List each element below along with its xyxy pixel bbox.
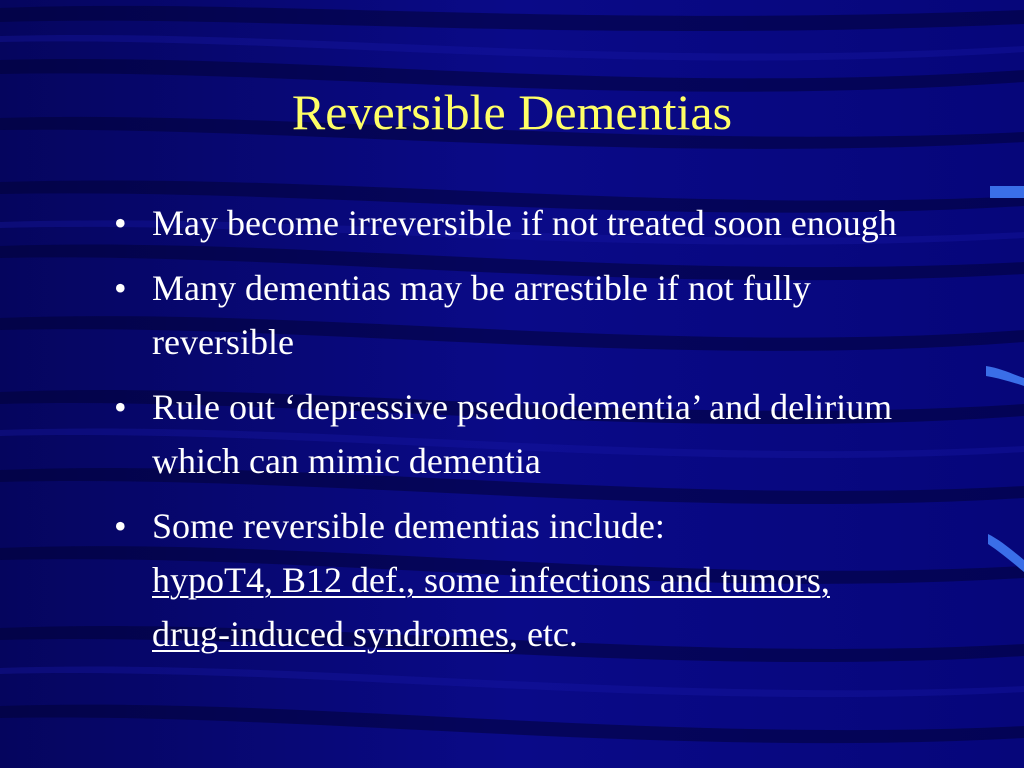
bullet-icon: • <box>114 387 127 427</box>
bullet-text: Many dementias may be arrestible if not fully reversible <box>152 268 811 362</box>
bullet-item <box>108 499 908 661</box>
bullet-icon: • <box>114 203 127 243</box>
bullet-list <box>108 196 908 672</box>
bullet-icon: • <box>114 268 127 308</box>
bullet-text-lead: Some reversible dementias include: <box>152 506 665 546</box>
slide-title: Reversible Dementias <box>291 84 733 140</box>
bullet-icon: • <box>114 506 127 546</box>
bullet-text: Rule out ‘depressive pseduodementia’ and delirium which can mimic dementia <box>152 387 893 481</box>
bullet-text-tail: , etc. <box>508 614 578 654</box>
bullet-text: May become irreversible if not treated soon enough <box>152 203 897 243</box>
bullet-item <box>108 380 908 488</box>
bullet-text-underlined: hypoT4, B12 def., some infections and tumors, drug-induced syndromes <box>152 560 830 654</box>
bullet-item <box>108 196 908 250</box>
bullet-item <box>108 261 908 369</box>
